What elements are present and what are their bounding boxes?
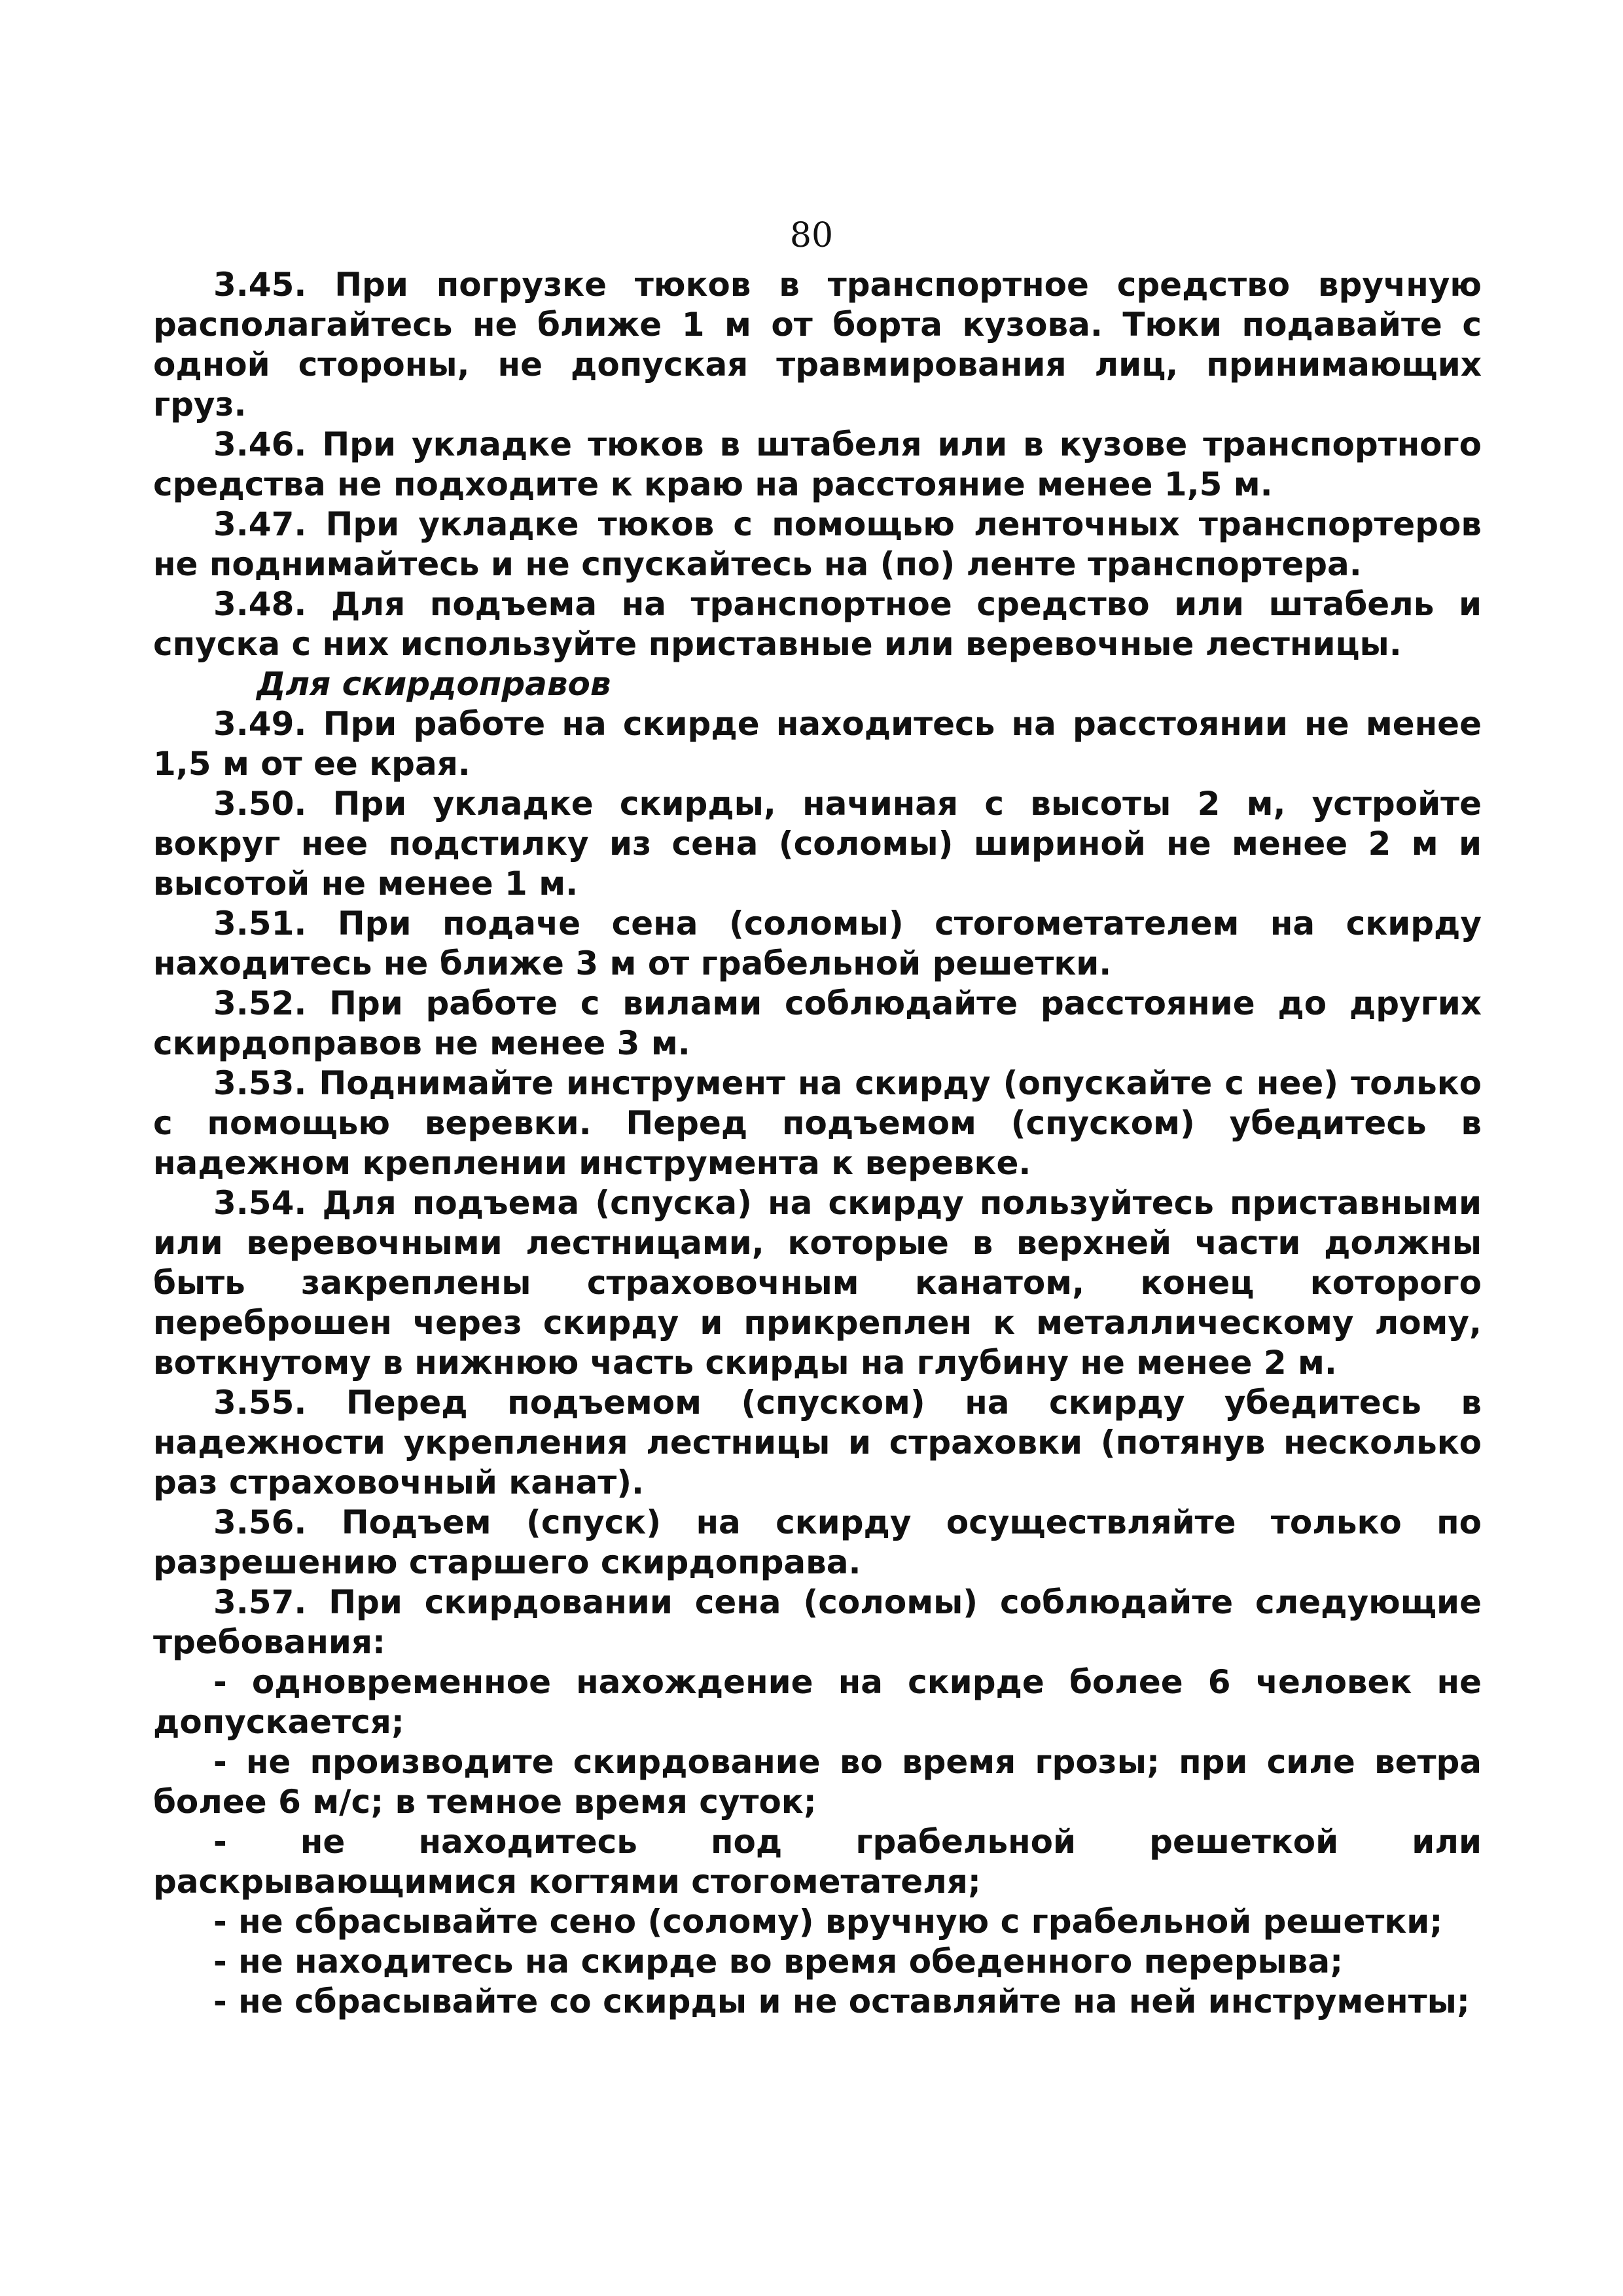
- requirement-item: - не находитесь под грабельной решеткой или раскрывающимися когтями стогометателя;: [153, 1823, 1482, 1901]
- section-heading: Для скирдоправов: [257, 665, 611, 703]
- paragraph-3-48: 3.48. Для подъема на транспортное средство или штабель и спуска с них используйте приставные или веревочные лестницы.: [153, 585, 1482, 663]
- requirement-item: - не находитесь на скирде во время обеденного перерыва;: [213, 1943, 1344, 1981]
- requirement-item: - не сбрасывайте сено (солому) вручную с грабельной решетки;: [213, 1903, 1443, 1941]
- paragraph-3-52: 3.52. При работе с вилами соблюдайте расстояние до других скирдоправов не менее 3 м.: [153, 984, 1482, 1062]
- paragraph-3-54: 3.54. Для подъема (спуска) на скирду пользуйтесь приставными или веревочными лестницами, которые в верхней части должны быть закреплены страховочным канатом, конец которого переброшен через скирду и прикреплен к металлическому лому, воткнутому в нижнюю часть скирды на глубину не менее 2 м.: [153, 1184, 1482, 1382]
- page-number: 80: [789, 216, 834, 255]
- document-body: [153, 265, 1482, 2022]
- paragraph-3-56: 3.56. Подъем (спуск) на скирду осуществляйте только по разрешению старшего скирдоправа.: [153, 1503, 1482, 1581]
- paragraph-3-51: 3.51. При подаче сена (соломы) стогометателем на скирду находитесь не ближе 3 м от грабельной решетки.: [153, 905, 1482, 982]
- requirement-item: - не производите скирдование во время грозы; при силе ветра более 6 м/с; в темное время суток;: [153, 1743, 1482, 1821]
- requirement-item: - не сбрасывайте со скирды и не оставляйте на ней инструменты;: [213, 1982, 1470, 2020]
- paragraph-3-47: 3.47. При укладке тюков с помощью ленточных транспортеров не поднимайтесь и не спускайтесь на (по) ленте транспортера.: [153, 505, 1482, 583]
- paragraph-3-55: 3.55. Перед подъемом (спуском) на скирду убедитесь в надежности укрепления лестницы и страховки (потянув несколько раз страховочный канат).: [153, 1384, 1482, 1501]
- paragraph-3-53: 3.53. Поднимайте инструмент на скирду (опускайте с нее) только с помощью веревки. Перед подъемом (спуском) убедитесь в надежном креплении инструмента к веревке.: [153, 1064, 1482, 1182]
- requirement-item: - одновременное нахождение на скирде более 6 человек не допускается;: [153, 1663, 1482, 1741]
- paragraph-3-45: 3.45. При погрузке тюков в транспортное средство вручную располагайтесь не ближе 1 м от борта кузова. Тюки подавайте с одной стороны, не допуская травмирования лиц, принимающих груз.: [153, 266, 1482, 423]
- paragraph-3-57: 3.57. При скирдовании сена (соломы) соблюдайте следующие требования:: [153, 1583, 1482, 1661]
- paragraph-3-49: 3.49. При работе на скирде находитесь на расстоянии не менее 1,5 м от ее края.: [153, 705, 1482, 783]
- paragraph-3-50: 3.50. При укладке скирды, начиная с высоты 2 м, устройте вокруг нее подстилку из сена (соломы) шириной не менее 2 м и высотой не менее 1 м.: [153, 785, 1482, 903]
- paragraph-3-46: 3.46. При укладке тюков в штабеля или в кузове транспортного средства не подходите к краю на расстояние менее 1,5 м.: [153, 425, 1482, 503]
